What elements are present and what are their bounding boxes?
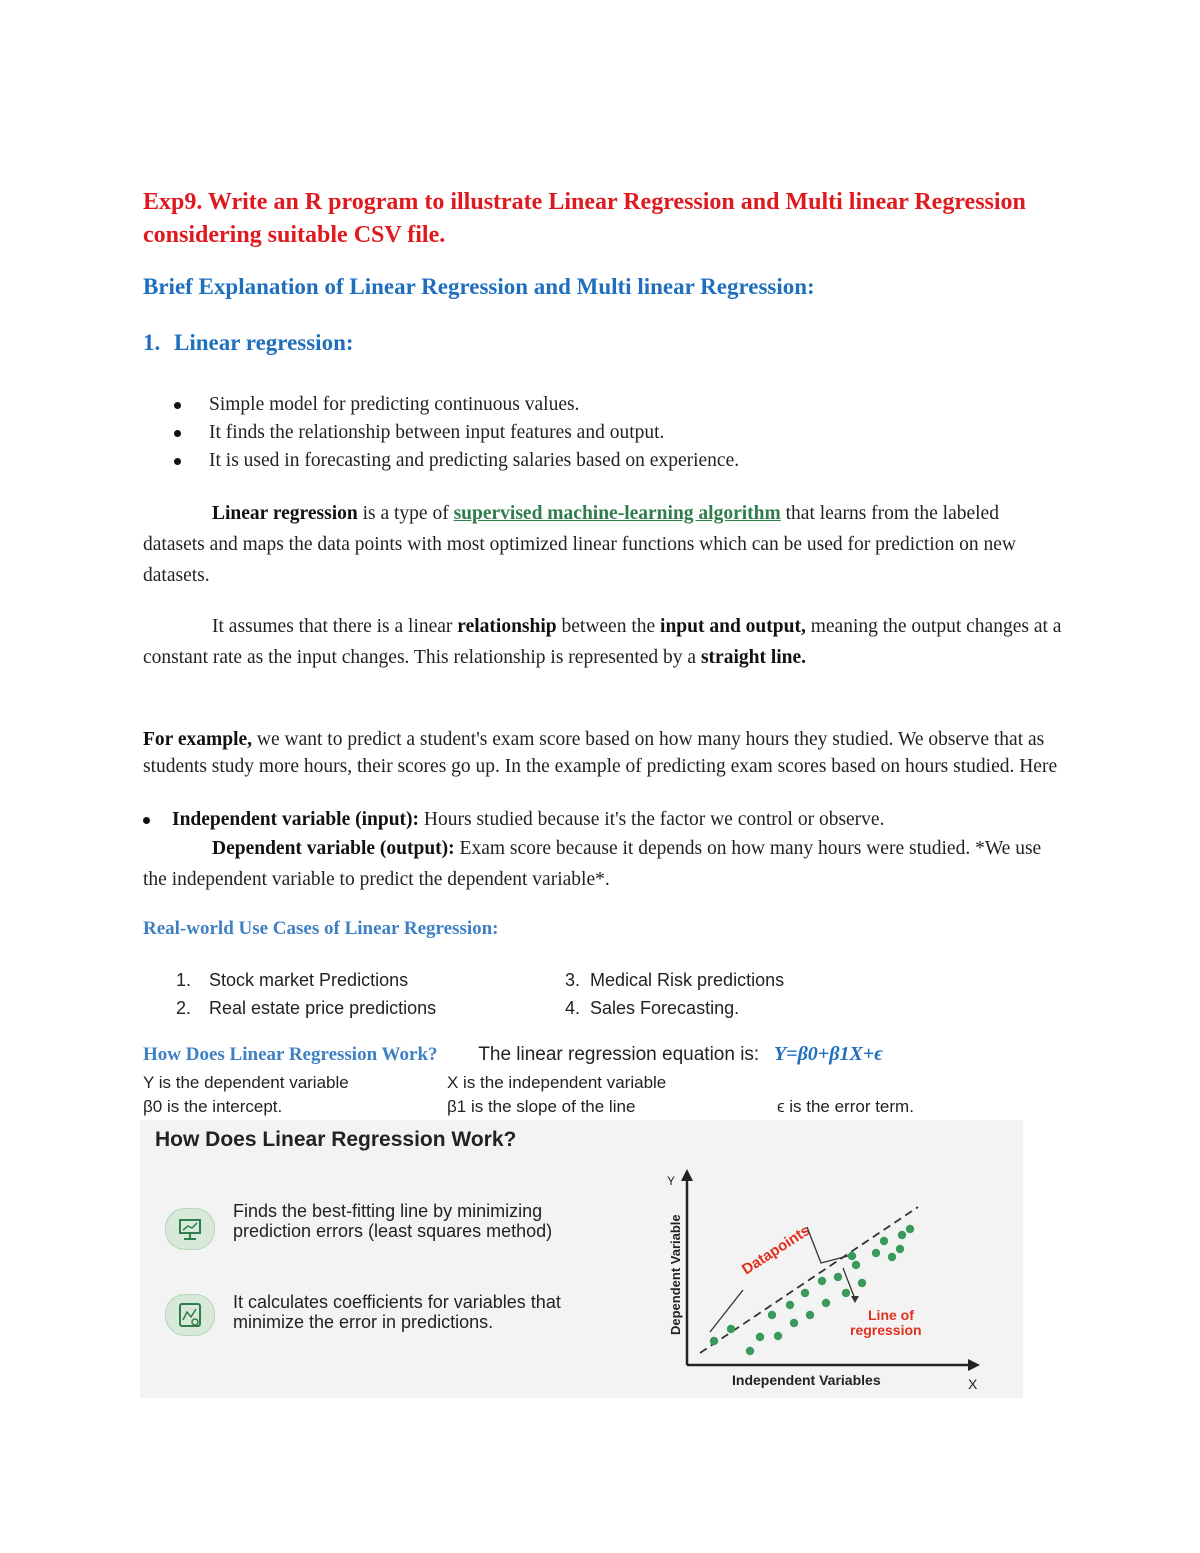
regression-scatter-diagram <box>600 1165 1020 1395</box>
datapoint <box>710 1337 718 1345</box>
datapoint <box>746 1347 754 1355</box>
list-item: It finds the relationship between input features and output. <box>174 419 739 447</box>
regression-equation: Y=β0+β1X+ϵ <box>773 1043 883 1065</box>
datapoint <box>790 1319 798 1327</box>
datapoint <box>818 1277 826 1285</box>
datapoint <box>880 1237 888 1245</box>
section-number: 1. <box>143 330 161 355</box>
paragraph-assumption: It assumes that there is a linear relationship between the input and output, meaning the output changes at a constant rate as the input changes. This relationship is represented by a straight line. <box>143 616 1062 668</box>
line-label-1: Line of <box>868 1307 914 1323</box>
datapoint <box>786 1301 794 1309</box>
datapoint <box>822 1299 830 1307</box>
page-title: Exp9. Write an R program to illustrate Linear Regression and Multi linear Regression considering suitable CSV file. <box>143 189 1026 248</box>
usecase-item: 3. Medical Risk predictions <box>565 970 785 990</box>
def-b0: β0 is the intercept. <box>143 1097 283 1116</box>
bullet-list <box>174 391 739 475</box>
x-axis-letter: X <box>968 1376 978 1392</box>
dependent-variable-paragraph: Dependent variable (output): Exam score because it depends on how many hours were studied. *We use the independent variable to predict the dependent variable*. <box>143 838 1042 890</box>
usecase-item: 1. Stock market Predictions <box>176 970 409 990</box>
datapoint <box>842 1289 850 1297</box>
x-axis-label: Independent Variables <box>732 1372 881 1388</box>
list-item: It is used in forecasting and predicting salaries based on experience. <box>174 447 739 475</box>
def-x: X is the independent variable <box>447 1073 667 1092</box>
datapoint <box>834 1273 842 1281</box>
datapoint <box>727 1325 735 1333</box>
datapoint <box>888 1253 896 1261</box>
y-axis-arrow <box>681 1169 693 1181</box>
datapoint <box>906 1225 914 1233</box>
calculator-icon <box>165 1294 215 1336</box>
figure-point-1: Finds the best-fitting line by minimizing prediction errors (least squares method) <box>233 1201 553 1241</box>
section-heading-linear <box>143 330 354 356</box>
datapoint <box>848 1252 856 1260</box>
brief-heading: Brief Explanation of Linear Regression and Multi linear Regression: <box>143 274 815 299</box>
datapoint <box>852 1261 860 1269</box>
def-e: ϵ is the error term. <box>777 1097 914 1116</box>
datapoint <box>872 1249 880 1257</box>
independent-variable-item: Independent variable (input): Hours studied because it's the factor we control or observe. <box>143 807 1083 833</box>
y-axis-label: Dependent Variable <box>668 1214 683 1335</box>
y-axis-letter: Y <box>667 1174 676 1188</box>
paragraph-example: For example, we want to predict a student's exam score based on how many hours they studied. We observe that as students study more hours, their scores go up. In the example of predicting exam scores based on hours studied. Here <box>143 729 1058 777</box>
supervised-ml-link[interactable]: supervised machine-learning algorithm <box>453 503 781 524</box>
datapoint <box>858 1279 866 1287</box>
datapoint <box>896 1245 904 1253</box>
datapoint <box>756 1333 764 1341</box>
equation-intro: The linear regression equation is: <box>478 1044 760 1065</box>
figure-title: How Does Linear Regression Work? <box>155 1128 517 1151</box>
section-title: Linear regression: <box>174 330 354 355</box>
datapoints-pointer <box>807 1227 848 1263</box>
def-y: Y is the dependent variable <box>143 1073 349 1092</box>
usecase-item: 4. Sales Forecasting. <box>565 998 740 1018</box>
datapoint <box>806 1311 814 1319</box>
x-axis-arrow <box>968 1359 980 1371</box>
datapoint <box>898 1231 906 1239</box>
datapoint <box>774 1332 782 1340</box>
datapoint <box>768 1311 776 1319</box>
how-heading: How Does Linear Regression Work? <box>143 1044 438 1065</box>
def-b1: β1 is the slope of the line <box>447 1097 636 1116</box>
datapoints-pointer-2 <box>710 1290 743 1332</box>
figure-point-2: It calculates coefficients for variables that minimize the error in predictions. <box>233 1292 561 1332</box>
usecases-heading: Real-world Use Cases of Linear Regression: <box>143 918 499 939</box>
paragraph-definition: Linear regression is a type of supervised machine-learning algorithm that learns from the labeled datasets and maps the data points with most optimized linear functions which can be used for prediction on new datasets. <box>143 503 1016 586</box>
list-item: Simple model for predicting continuous values. <box>174 391 739 419</box>
usecase-item: 2. Real estate price predictions <box>176 998 437 1018</box>
datapoint <box>801 1289 809 1297</box>
equation-line <box>143 1043 1043 1066</box>
presentation-icon <box>165 1208 215 1250</box>
datapoints-label: Datapoints <box>738 1221 814 1279</box>
line-label-2: regression <box>850 1322 922 1338</box>
